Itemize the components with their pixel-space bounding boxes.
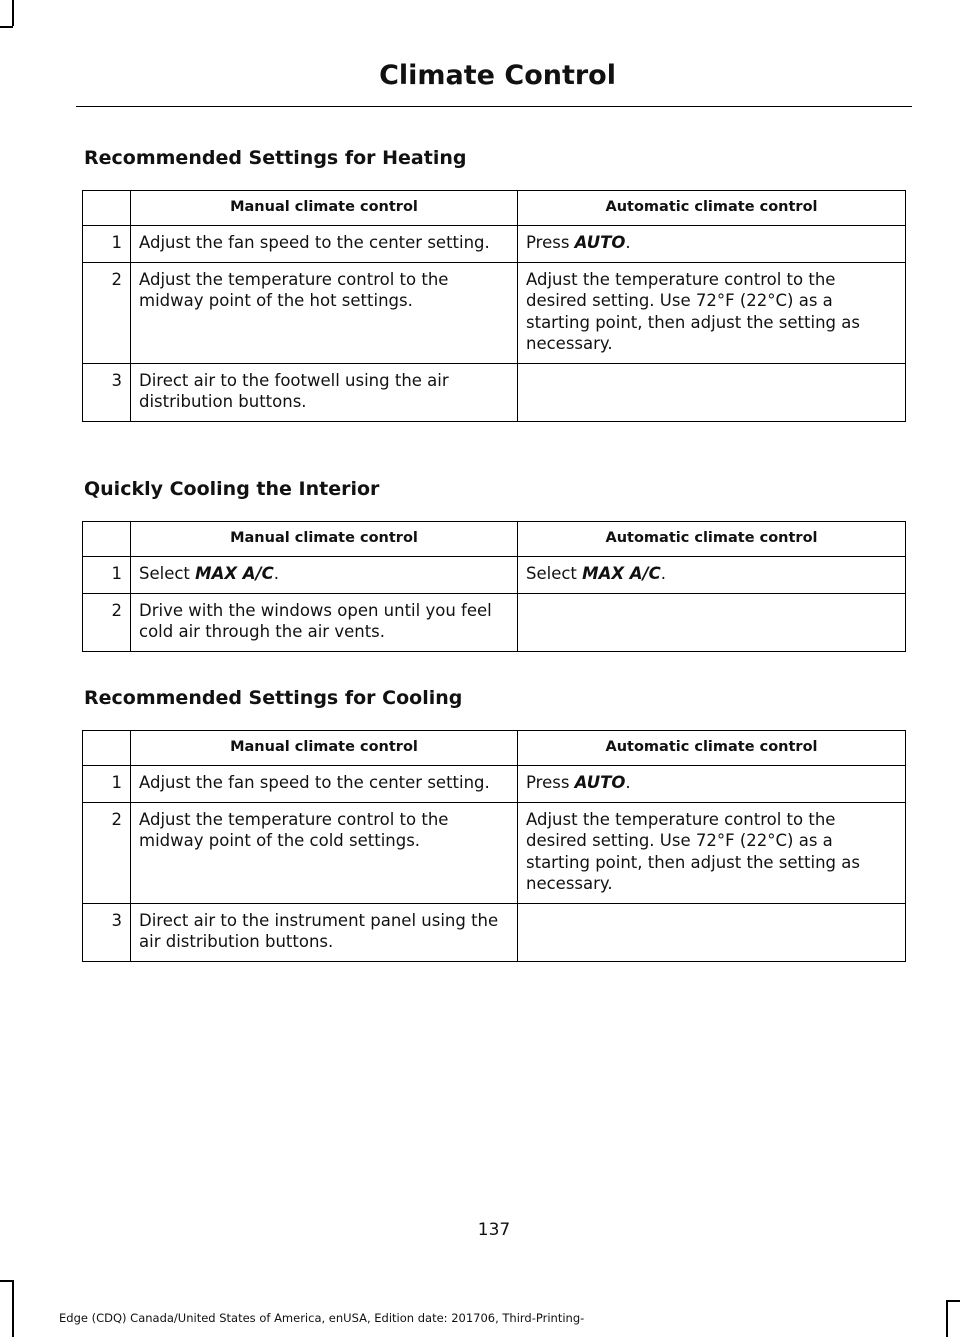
- table-header-row: [83, 522, 906, 557]
- crop-mark: [947, 1300, 960, 1302]
- control-keyword: AUTO: [574, 233, 626, 252]
- edition-footer: Edge (CDQ) Canada/United States of America, enUSA, Edition date: 201706, Third-Printing-: [59, 1311, 585, 1325]
- table-row: [83, 903, 906, 961]
- manual-instruction: Adjust the fan speed to the center setting.: [131, 226, 518, 263]
- column-header-automatic: Automatic climate control: [518, 522, 906, 557]
- manual-instruction: [131, 557, 518, 594]
- column-header-manual: Manual climate control: [131, 191, 518, 226]
- column-header-step: [83, 731, 131, 766]
- instruction-text: Press: [526, 773, 575, 792]
- step-number: 2: [83, 593, 131, 651]
- crop-mark: [946, 1300, 948, 1337]
- section-title-heating: Recommended Settings for Heating: [84, 147, 467, 169]
- table-row: [83, 226, 906, 263]
- column-header-manual: Manual climate control: [131, 731, 518, 766]
- automatic-instruction: [518, 766, 906, 803]
- manual-instruction: Adjust the fan speed to the center setting.: [131, 766, 518, 803]
- table-row: [83, 557, 906, 594]
- table-row: [83, 593, 906, 651]
- instruction-text: Press: [526, 233, 575, 252]
- instruction-text: .: [273, 564, 279, 583]
- step-number: 3: [83, 363, 131, 421]
- control-keyword: MAX A/C: [195, 564, 274, 583]
- table-row: [83, 802, 906, 903]
- instruction-text: .: [625, 233, 631, 252]
- instruction-text: .: [660, 564, 666, 583]
- automatic-instruction: [518, 557, 906, 594]
- automatic-instruction: Adjust the temperature control to the desired setting. Use 72°F (22°C) as a starting point, then adjust the setting as necessary.: [518, 262, 906, 363]
- automatic-instruction: [518, 593, 906, 651]
- step-number: 2: [83, 262, 131, 363]
- automatic-instruction: [518, 903, 906, 961]
- column-header-step: [83, 191, 131, 226]
- column-header-manual: Manual climate control: [131, 522, 518, 557]
- page-number: 137: [477, 1220, 511, 1240]
- table-header-row: [83, 191, 906, 226]
- step-number: 1: [83, 557, 131, 594]
- automatic-instruction: [518, 363, 906, 421]
- crop-mark: [0, 1280, 13, 1282]
- chapter-title: Climate Control: [379, 60, 616, 91]
- table-row: [83, 766, 906, 803]
- header-rule: [76, 106, 912, 107]
- control-keyword: MAX A/C: [582, 564, 661, 583]
- control-keyword: AUTO: [574, 773, 626, 792]
- column-header-automatic: Automatic climate control: [518, 731, 906, 766]
- step-number: 1: [83, 766, 131, 803]
- instruction-text: Select: [139, 564, 196, 583]
- section-title-quick-cooling: Quickly Cooling the Interior: [84, 478, 380, 500]
- section-title-cooling: Recommended Settings for Cooling: [84, 687, 463, 709]
- quick-cooling-table: [82, 521, 906, 652]
- manual-instruction: Adjust the temperature control to the midway point of the cold settings.: [131, 802, 518, 903]
- step-number: 3: [83, 903, 131, 961]
- manual-instruction: Direct air to the footwell using the air distribution buttons.: [131, 363, 518, 421]
- crop-mark: [12, 1280, 14, 1337]
- crop-mark: [12, 0, 14, 26]
- table-header-row: [83, 731, 906, 766]
- column-header-step: [83, 522, 131, 557]
- column-header-automatic: Automatic climate control: [518, 191, 906, 226]
- automatic-instruction: [518, 226, 906, 263]
- instruction-text: .: [625, 773, 631, 792]
- manual-instruction: Adjust the temperature control to the midway point of the hot settings.: [131, 262, 518, 363]
- manual-instruction: Drive with the windows open until you feel cold air through the air vents.: [131, 593, 518, 651]
- table-row: [83, 363, 906, 421]
- instruction-text: Select: [526, 564, 583, 583]
- heating-settings-table: [82, 190, 906, 422]
- step-number: 1: [83, 226, 131, 263]
- automatic-instruction: Adjust the temperature control to the desired setting. Use 72°F (22°C) as a starting point, then adjust the setting as necessary.: [518, 802, 906, 903]
- cooling-settings-table: [82, 730, 906, 962]
- manual-instruction: Direct air to the instrument panel using the air distribution buttons.: [131, 903, 518, 961]
- table-row: [83, 262, 906, 363]
- step-number: 2: [83, 802, 131, 903]
- crop-mark: [0, 26, 13, 28]
